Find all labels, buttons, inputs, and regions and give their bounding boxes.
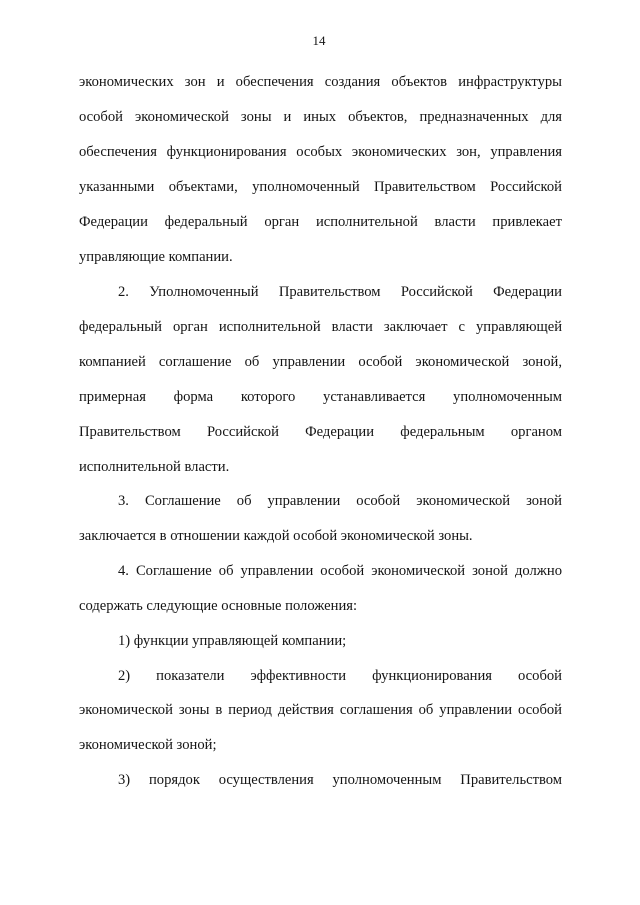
text-line: примерная форма которого устанавливается уполномоченным bbox=[79, 389, 562, 405]
text-line: указанными объектами, уполномоченный Правительством Российской bbox=[79, 179, 562, 195]
text-line: исполнительной власти. bbox=[79, 459, 230, 475]
paragraph-first-line: 4. Соглашение об управлении особой экономической зоной должно bbox=[118, 563, 562, 579]
text-line: Федерации федеральный орган исполнительной власти привлекает bbox=[79, 214, 562, 230]
text-line: Правительством Российской Федерации федеральным органом bbox=[79, 424, 562, 440]
text-line: федеральный орган исполнительной власти заключает с управляющей bbox=[79, 319, 562, 335]
text-line: компанией соглашение об управлении особой экономической зоной, bbox=[79, 354, 562, 370]
text-line: заключается в отношении каждой особой экономической зоны. bbox=[79, 528, 473, 544]
text-line: экономических зон и обеспечения создания объектов инфраструктуры bbox=[79, 74, 562, 90]
page-number: 14 bbox=[312, 33, 326, 48]
text-line: особой экономической зоны и иных объектов, предназначенных для bbox=[79, 109, 562, 125]
text-line: экономической зоной; bbox=[79, 737, 217, 753]
text-line: обеспечения функционирования особых экономических зон, управления bbox=[79, 144, 562, 160]
list-item: 3) порядок осуществления уполномоченным Правительством bbox=[118, 772, 562, 788]
list-item: 1) функции управляющей компании; bbox=[118, 633, 347, 649]
paragraph-first-line: 3. Соглашение об управлении особой экономической зоной bbox=[118, 493, 562, 509]
text-line: содержать следующие основные положения: bbox=[79, 598, 358, 614]
paragraph-first-line: 2. Уполномоченный Правительством Российской Федерации bbox=[118, 284, 562, 300]
text-line: экономической зоны в период действия соглашения об управлении особой bbox=[79, 702, 562, 718]
list-item: 2) показатели эффективности функционирования особой bbox=[118, 668, 562, 684]
text-line: управляющие компании. bbox=[79, 249, 233, 265]
